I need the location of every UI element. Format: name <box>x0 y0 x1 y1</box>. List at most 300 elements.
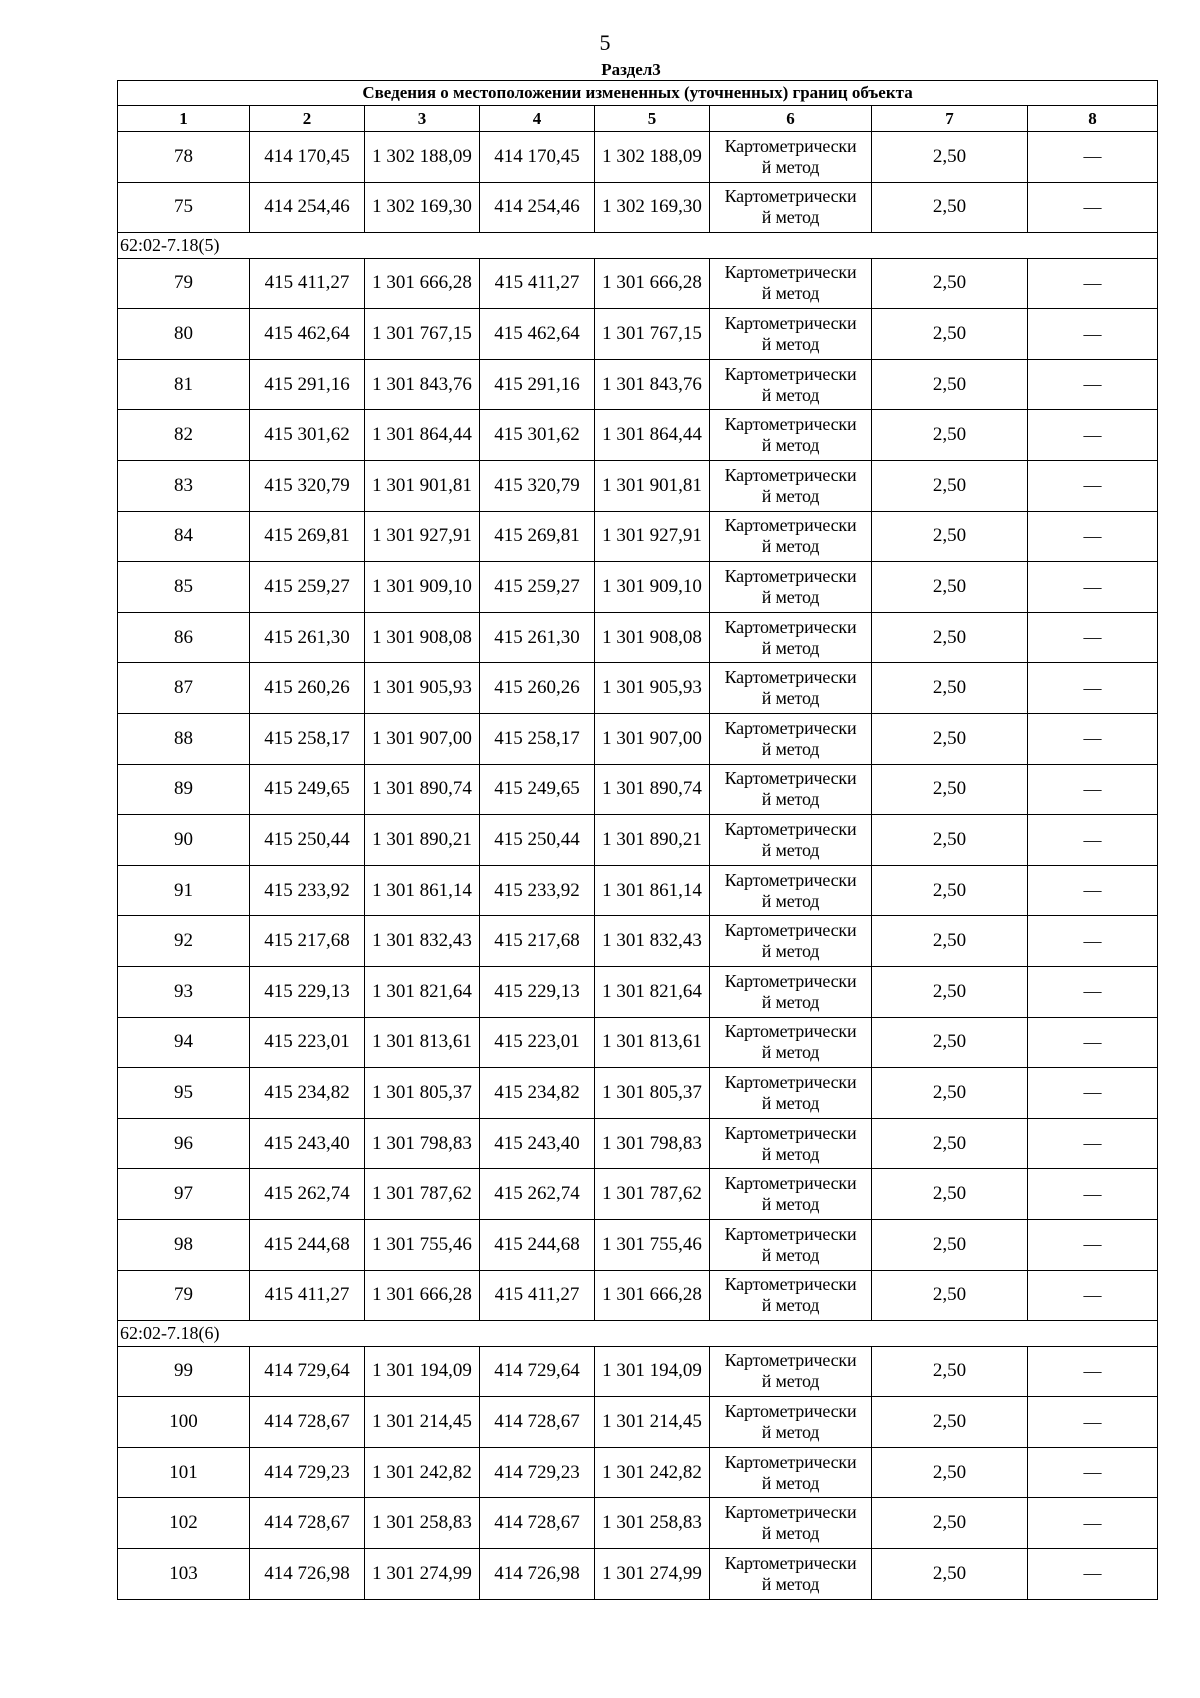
column-number: 6 <box>710 106 872 132</box>
coord-y-updated: 1 301 214,45 <box>595 1397 710 1448</box>
method-line: й метод <box>761 1422 820 1443</box>
table-row <box>118 1549 1158 1600</box>
note-dash: — <box>1028 309 1158 360</box>
coord-x-updated: 414 726,98 <box>480 1549 595 1600</box>
coord-x-existing: 415 244,68 <box>250 1219 365 1270</box>
method-cell <box>710 815 872 866</box>
point-number: 94 <box>118 1017 250 1068</box>
coord-x-existing: 414 254,46 <box>250 182 365 233</box>
column-number: 1 <box>118 106 250 132</box>
coord-x-existing: 415 249,65 <box>250 764 365 815</box>
table-row <box>118 1219 1158 1270</box>
note-dash: — <box>1028 410 1158 461</box>
method-line: й метод <box>761 840 820 861</box>
coord-y-updated: 1 301 258,83 <box>595 1498 710 1549</box>
coord-x-updated: 415 233,92 <box>480 865 595 916</box>
note-dash: — <box>1028 132 1158 183</box>
method-line: Картометрически <box>724 1122 857 1143</box>
method-line: Картометрически <box>724 1502 857 1523</box>
coord-y-existing: 1 301 798,83 <box>365 1118 480 1169</box>
method-cell <box>710 182 872 233</box>
coord-x-updated: 415 301,62 <box>480 410 595 461</box>
method-line: Картометрически <box>724 186 857 207</box>
coord-y-updated: 1 301 832,43 <box>595 916 710 967</box>
table-row <box>118 1397 1158 1448</box>
coord-y-existing: 1 301 821,64 <box>365 967 480 1018</box>
method-cell <box>710 1118 872 1169</box>
method-line: Картометрически <box>724 819 857 840</box>
coord-y-updated: 1 301 821,64 <box>595 967 710 1018</box>
table-row <box>118 967 1158 1018</box>
table-row <box>118 359 1158 410</box>
coord-y-existing: 1 301 905,93 <box>365 663 480 714</box>
coord-x-updated: 415 269,81 <box>480 511 595 562</box>
note-dash: — <box>1028 815 1158 866</box>
method-line: Картометрически <box>724 616 857 637</box>
method-cell <box>710 1498 872 1549</box>
coord-x-existing: 415 229,13 <box>250 967 365 1018</box>
point-number: 100 <box>118 1397 250 1448</box>
accuracy: 2,50 <box>872 132 1028 183</box>
method-cell <box>710 258 872 309</box>
coord-x-existing: 415 291,16 <box>250 359 365 410</box>
table-row <box>118 132 1158 183</box>
coord-x-updated: 415 411,27 <box>480 1270 595 1321</box>
coord-y-existing: 1 301 258,83 <box>365 1498 480 1549</box>
point-number: 91 <box>118 865 250 916</box>
point-number: 90 <box>118 815 250 866</box>
coord-x-existing: 415 243,40 <box>250 1118 365 1169</box>
coord-x-updated: 415 217,68 <box>480 916 595 967</box>
accuracy: 2,50 <box>872 1017 1028 1068</box>
coord-y-updated: 1 301 908,08 <box>595 612 710 663</box>
accuracy: 2,50 <box>872 1219 1028 1270</box>
coord-x-existing: 415 411,27 <box>250 1270 365 1321</box>
point-number: 87 <box>118 663 250 714</box>
note-dash: — <box>1028 461 1158 512</box>
method-line: й метод <box>761 1295 820 1316</box>
method-line: Картометрически <box>724 869 857 890</box>
point-number: 89 <box>118 764 250 815</box>
table-row <box>118 1270 1158 1321</box>
coord-y-updated: 1 302 188,09 <box>595 132 710 183</box>
method-line: Картометрически <box>724 515 857 536</box>
coord-y-updated: 1 301 864,44 <box>595 410 710 461</box>
coord-x-updated: 415 234,82 <box>480 1068 595 1119</box>
table-row <box>118 410 1158 461</box>
coord-y-existing: 1 301 787,62 <box>365 1169 480 1220</box>
coord-x-existing: 414 170,45 <box>250 132 365 183</box>
accuracy: 2,50 <box>872 182 1028 233</box>
point-number: 103 <box>118 1549 250 1600</box>
accuracy: 2,50 <box>872 967 1028 1018</box>
coord-x-updated: 414 170,45 <box>480 132 595 183</box>
method-cell <box>710 916 872 967</box>
point-number: 79 <box>118 258 250 309</box>
method-cell <box>710 1068 872 1119</box>
coord-y-existing: 1 301 909,10 <box>365 562 480 613</box>
table-row <box>118 1068 1158 1119</box>
coord-y-updated: 1 301 805,37 <box>595 1068 710 1119</box>
coord-x-existing: 415 250,44 <box>250 815 365 866</box>
note-dash: — <box>1028 562 1158 613</box>
coord-y-updated: 1 301 927,91 <box>595 511 710 562</box>
point-number: 92 <box>118 916 250 967</box>
coord-x-existing: 415 261,30 <box>250 612 365 663</box>
coord-y-updated: 1 301 890,21 <box>595 815 710 866</box>
coord-y-existing: 1 301 907,00 <box>365 714 480 765</box>
method-line: й метод <box>761 738 820 759</box>
note-dash: — <box>1028 1270 1158 1321</box>
coord-x-existing: 415 260,26 <box>250 663 365 714</box>
coord-y-updated: 1 301 242,82 <box>595 1447 710 1498</box>
table-row <box>118 461 1158 512</box>
column-number: 2 <box>250 106 365 132</box>
coord-y-updated: 1 301 767,15 <box>595 309 710 360</box>
coord-y-existing: 1 301 805,37 <box>365 1068 480 1119</box>
note-dash: — <box>1028 612 1158 663</box>
coord-x-updated: 415 261,30 <box>480 612 595 663</box>
table-caption: Сведения о местоположении измененных (уточненных) границ объекта <box>118 81 1158 106</box>
method-line: Картометрически <box>724 1274 857 1295</box>
coord-x-updated: 414 728,67 <box>480 1498 595 1549</box>
coordinates-table <box>117 80 1158 1600</box>
method-line: й метод <box>761 1042 820 1063</box>
method-line: й метод <box>761 890 820 911</box>
accuracy: 2,50 <box>872 815 1028 866</box>
coord-x-existing: 415 462,64 <box>250 309 365 360</box>
point-number: 98 <box>118 1219 250 1270</box>
method-line: й метод <box>761 156 820 177</box>
note-dash: — <box>1028 967 1158 1018</box>
table-body <box>118 132 1158 1600</box>
column-numbers-row <box>118 106 1158 132</box>
method-cell <box>710 714 872 765</box>
accuracy: 2,50 <box>872 359 1028 410</box>
column-number: 8 <box>1028 106 1158 132</box>
accuracy: 2,50 <box>872 1270 1028 1321</box>
method-cell <box>710 1169 872 1220</box>
coord-y-existing: 1 301 927,91 <box>365 511 480 562</box>
method-cell <box>710 1549 872 1600</box>
coord-x-updated: 415 249,65 <box>480 764 595 815</box>
table-caption-row <box>118 81 1158 106</box>
coord-y-existing: 1 301 864,44 <box>365 410 480 461</box>
table-row <box>118 663 1158 714</box>
coord-y-existing: 1 301 767,15 <box>365 309 480 360</box>
method-cell <box>710 1017 872 1068</box>
point-number: 86 <box>118 612 250 663</box>
point-number: 81 <box>118 359 250 410</box>
method-cell <box>710 663 872 714</box>
method-line: й метод <box>761 1523 820 1544</box>
table-row <box>118 309 1158 360</box>
accuracy: 2,50 <box>872 663 1028 714</box>
note-dash: — <box>1028 258 1158 309</box>
note-dash: — <box>1028 1498 1158 1549</box>
method-line: Картометрически <box>724 667 857 688</box>
method-cell <box>710 612 872 663</box>
coord-x-existing: 415 320,79 <box>250 461 365 512</box>
point-number: 97 <box>118 1169 250 1220</box>
point-number: 82 <box>118 410 250 461</box>
method-cell <box>710 764 872 815</box>
accuracy: 2,50 <box>872 309 1028 360</box>
method-line: й метод <box>761 283 820 304</box>
note-dash: — <box>1028 511 1158 562</box>
coord-y-existing: 1 301 832,43 <box>365 916 480 967</box>
coord-x-existing: 415 233,92 <box>250 865 365 916</box>
coord-x-existing: 415 262,74 <box>250 1169 365 1220</box>
method-line: Картометрически <box>724 970 857 991</box>
coord-y-existing: 1 301 890,21 <box>365 815 480 866</box>
coord-y-updated: 1 301 861,14 <box>595 865 710 916</box>
method-line: Картометрически <box>724 363 857 384</box>
note-dash: — <box>1028 1346 1158 1397</box>
table-row <box>118 714 1158 765</box>
coord-x-existing: 414 729,23 <box>250 1447 365 1498</box>
note-dash: — <box>1028 1549 1158 1600</box>
method-line: Картометрически <box>724 1552 857 1573</box>
method-line: Картометрически <box>724 1223 857 1244</box>
column-number: 3 <box>365 106 480 132</box>
coord-y-updated: 1 301 905,93 <box>595 663 710 714</box>
method-line: Картометрически <box>724 717 857 738</box>
method-line: Картометрически <box>724 920 857 941</box>
table-row <box>118 1169 1158 1220</box>
point-number: 78 <box>118 132 250 183</box>
coord-x-existing: 415 269,81 <box>250 511 365 562</box>
coord-y-existing: 1 301 861,14 <box>365 865 480 916</box>
coord-y-existing: 1 301 813,61 <box>365 1017 480 1068</box>
coord-y-updated: 1 301 843,76 <box>595 359 710 410</box>
coord-x-updated: 415 262,74 <box>480 1169 595 1220</box>
method-cell <box>710 461 872 512</box>
method-cell <box>710 359 872 410</box>
method-line: й метод <box>761 334 820 355</box>
method-cell <box>710 1447 872 1498</box>
coord-x-updated: 415 244,68 <box>480 1219 595 1270</box>
table-row <box>118 1346 1158 1397</box>
coord-y-updated: 1 301 274,99 <box>595 1549 710 1600</box>
point-number: 75 <box>118 182 250 233</box>
method-line: й метод <box>761 207 820 228</box>
coord-y-existing: 1 301 890,74 <box>365 764 480 815</box>
coord-y-existing: 1 301 843,76 <box>365 359 480 410</box>
point-number: 83 <box>118 461 250 512</box>
group-row <box>118 1321 1158 1347</box>
coord-y-updated: 1 301 755,46 <box>595 1219 710 1270</box>
coord-x-existing: 415 217,68 <box>250 916 365 967</box>
method-cell <box>710 967 872 1018</box>
coord-x-updated: 414 729,23 <box>480 1447 595 1498</box>
method-line: й метод <box>761 1092 820 1113</box>
coord-x-updated: 415 258,17 <box>480 714 595 765</box>
accuracy: 2,50 <box>872 865 1028 916</box>
coord-x-updated: 415 243,40 <box>480 1118 595 1169</box>
column-number: 4 <box>480 106 595 132</box>
method-line: й метод <box>761 1472 820 1493</box>
accuracy: 2,50 <box>872 1549 1028 1600</box>
method-line: Картометрически <box>724 135 857 156</box>
coord-y-updated: 1 302 169,30 <box>595 182 710 233</box>
method-cell <box>710 865 872 916</box>
point-number: 99 <box>118 1346 250 1397</box>
group-label: 62:02-7.18(6) <box>118 1321 1158 1347</box>
note-dash: — <box>1028 359 1158 410</box>
method-cell <box>710 562 872 613</box>
group-label: 62:02-7.18(5) <box>118 233 1158 259</box>
method-line: й метод <box>761 688 820 709</box>
accuracy: 2,50 <box>872 511 1028 562</box>
column-number: 7 <box>872 106 1028 132</box>
method-line: Картометрически <box>724 1173 857 1194</box>
method-line: й метод <box>761 1573 820 1594</box>
method-cell <box>710 511 872 562</box>
method-line: й метод <box>761 435 820 456</box>
table-row <box>118 916 1158 967</box>
method-line: й метод <box>761 1143 820 1164</box>
coord-y-existing: 1 301 901,81 <box>365 461 480 512</box>
coord-x-existing: 415 411,27 <box>250 258 365 309</box>
point-number: 80 <box>118 309 250 360</box>
coord-y-existing: 1 301 242,82 <box>365 1447 480 1498</box>
table-row <box>118 511 1158 562</box>
table-row <box>118 562 1158 613</box>
note-dash: — <box>1028 764 1158 815</box>
coord-y-updated: 1 301 194,09 <box>595 1346 710 1397</box>
accuracy: 2,50 <box>872 612 1028 663</box>
method-line: Картометрически <box>724 313 857 334</box>
coord-x-updated: 415 411,27 <box>480 258 595 309</box>
coord-x-updated: 415 320,79 <box>480 461 595 512</box>
accuracy: 2,50 <box>872 916 1028 967</box>
table-row <box>118 612 1158 663</box>
note-dash: — <box>1028 1068 1158 1119</box>
coord-x-existing: 415 259,27 <box>250 562 365 613</box>
coord-x-updated: 414 254,46 <box>480 182 595 233</box>
method-cell <box>710 1270 872 1321</box>
accuracy: 2,50 <box>872 1068 1028 1119</box>
method-line: й метод <box>761 1244 820 1265</box>
coord-y-updated: 1 301 890,74 <box>595 764 710 815</box>
table-row <box>118 258 1158 309</box>
method-cell <box>710 1397 872 1448</box>
table-row <box>118 1118 1158 1169</box>
method-line: й метод <box>761 789 820 810</box>
note-dash: — <box>1028 1397 1158 1448</box>
table-row <box>118 182 1158 233</box>
coord-x-updated: 415 462,64 <box>480 309 595 360</box>
method-line: Картометрически <box>724 566 857 587</box>
group-row <box>118 233 1158 259</box>
table-row <box>118 1447 1158 1498</box>
table-row <box>118 1498 1158 1549</box>
method-line: й метод <box>761 1194 820 1215</box>
point-number: 95 <box>118 1068 250 1119</box>
note-dash: — <box>1028 1017 1158 1068</box>
accuracy: 2,50 <box>872 258 1028 309</box>
accuracy: 2,50 <box>872 714 1028 765</box>
point-number: 102 <box>118 1498 250 1549</box>
coord-x-existing: 415 301,62 <box>250 410 365 461</box>
coord-x-updated: 415 250,44 <box>480 815 595 866</box>
coord-y-existing: 1 301 666,28 <box>365 258 480 309</box>
method-line: Картометрически <box>724 262 857 283</box>
coord-y-updated: 1 301 813,61 <box>595 1017 710 1068</box>
accuracy: 2,50 <box>872 764 1028 815</box>
point-number: 96 <box>118 1118 250 1169</box>
point-number: 79 <box>118 1270 250 1321</box>
coord-y-existing: 1 302 169,30 <box>365 182 480 233</box>
note-dash: — <box>1028 1447 1158 1498</box>
method-line: Картометрически <box>724 1401 857 1422</box>
table-row <box>118 1017 1158 1068</box>
coord-x-updated: 415 291,16 <box>480 359 595 410</box>
method-cell <box>710 309 872 360</box>
coord-x-updated: 414 728,67 <box>480 1397 595 1448</box>
coord-x-existing: 414 726,98 <box>250 1549 365 1600</box>
coord-x-existing: 415 223,01 <box>250 1017 365 1068</box>
accuracy: 2,50 <box>872 1447 1028 1498</box>
coord-x-updated: 414 729,64 <box>480 1346 595 1397</box>
method-line: Картометрически <box>724 768 857 789</box>
coord-y-existing: 1 301 214,45 <box>365 1397 480 1448</box>
note-dash: — <box>1028 714 1158 765</box>
accuracy: 2,50 <box>872 410 1028 461</box>
coord-y-existing: 1 301 194,09 <box>365 1346 480 1397</box>
coord-y-existing: 1 301 908,08 <box>365 612 480 663</box>
point-number: 93 <box>118 967 250 1018</box>
coord-y-updated: 1 301 907,00 <box>595 714 710 765</box>
method-line: Картометрически <box>724 464 857 485</box>
method-line: й метод <box>761 536 820 557</box>
coord-y-existing: 1 301 666,28 <box>365 1270 480 1321</box>
method-line: Картометрически <box>724 1451 857 1472</box>
note-dash: — <box>1028 663 1158 714</box>
note-dash: — <box>1028 1118 1158 1169</box>
coord-y-existing: 1 301 274,99 <box>365 1549 480 1600</box>
coord-y-updated: 1 301 666,28 <box>595 1270 710 1321</box>
method-line: Картометрически <box>724 1350 857 1371</box>
point-number: 84 <box>118 511 250 562</box>
accuracy: 2,50 <box>872 1346 1028 1397</box>
note-dash: — <box>1028 182 1158 233</box>
accuracy: 2,50 <box>872 562 1028 613</box>
accuracy: 2,50 <box>872 1397 1028 1448</box>
method-line: Картометрически <box>724 1021 857 1042</box>
note-dash: — <box>1028 916 1158 967</box>
accuracy: 2,50 <box>872 1498 1028 1549</box>
coord-y-updated: 1 301 787,62 <box>595 1169 710 1220</box>
column-number: 5 <box>595 106 710 132</box>
method-line: й метод <box>761 991 820 1012</box>
method-line: й метод <box>761 941 820 962</box>
coord-x-updated: 415 223,01 <box>480 1017 595 1068</box>
note-dash: — <box>1028 865 1158 916</box>
coord-x-existing: 414 729,64 <box>250 1346 365 1397</box>
coord-x-existing: 415 258,17 <box>250 714 365 765</box>
method-cell <box>710 132 872 183</box>
coord-x-existing: 414 728,67 <box>250 1397 365 1448</box>
note-dash: — <box>1028 1169 1158 1220</box>
method-line: й метод <box>761 384 820 405</box>
table-row <box>118 815 1158 866</box>
page-number: 5 <box>599 30 611 55</box>
method-cell <box>710 410 872 461</box>
accuracy: 2,50 <box>872 461 1028 512</box>
method-line: Картометрически <box>724 414 857 435</box>
